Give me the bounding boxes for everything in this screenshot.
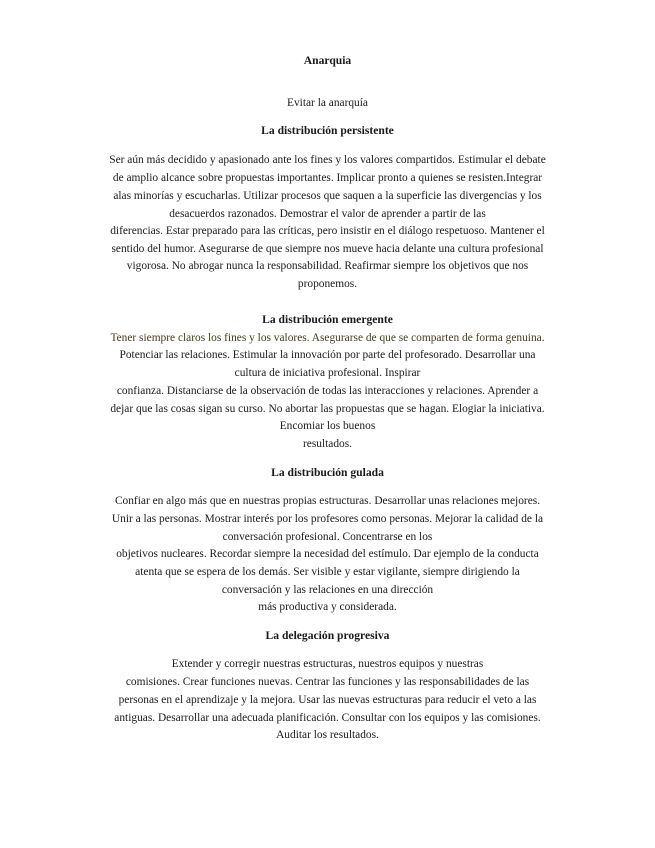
paragraph-line: más productiva y considerada. (258, 601, 397, 613)
paragraph-line: objetivos nucleares. Recordar siempre la necesidad del estímulo. Dar ejemplo de la conducta (116, 548, 539, 560)
paragraph-line: cultura de iniciativa profesional. Inspirar (234, 367, 421, 379)
paragraph-line: conversación profesional. Concentrarse en los (222, 531, 433, 543)
section-heading-persistente: La distribución persistente (261, 124, 394, 137)
paragraph-line: Ser aún más decidido y apasionado ante los fines y los valores compartidos. Estimular el debate (109, 154, 546, 166)
paragraph-line: conversación y las relaciones en una dirección (221, 584, 434, 596)
section-heading-delegacion: La delegación progresiva (265, 629, 390, 642)
paragraph-line: Extender y corregir nuestras estructuras, nuestros equipos y nuestras (171, 658, 484, 670)
paragraph-line: vigorosa. No abrogar nunca la responsabilidad. Reafirmar siempre los objetivos que nos (126, 260, 529, 272)
paragraph-line: Potenciar las relaciones. Estimular la innovación por parte del profesorado. Desarrollar una (119, 349, 536, 361)
paragraph-line: proponemos. (297, 278, 358, 290)
section-heading-gulada: La distribución gulada (271, 466, 384, 479)
paragraph-line: de amplio alcance sobre propuestas importantes. Implicar pronto a quienes se resisten.Integrar (112, 172, 543, 184)
section-heading-emergente: La distribución emergente (262, 313, 393, 326)
paragraph-line: desacuerdos razonados. Demostrar el valor de aprender a partir de las (169, 208, 486, 220)
paragraph-line: resultados. (302, 438, 353, 450)
paragraph-line: antiguas. Desarrollar una adecuada planificación. Consultar con los equipos y las comisiones. (114, 712, 541, 724)
paragraph-line: sentido del humor. Asegurarse de que siempre nos mueve hacia delante una cultura profesional (111, 243, 544, 255)
paragraph-line: Confiar en algo más que en nuestras propias estructuras. Desarrollar unas relaciones mejores. (114, 495, 541, 507)
document-title: Anarquia (303, 54, 352, 67)
paragraph-line: Unir a las personas. Mostrar interés por los profesores como personas. Mejorar la calidad de la (111, 513, 544, 525)
paragraph-line: comisiones. Crear funciones nuevas. Centrar las funciones y las responsabilidades de las (125, 676, 530, 688)
paragraph-line: diferencias. Estar preparado para las críticas, pero insistir en el diálogo respetuoso. Mantener el (110, 225, 545, 237)
paragraph-line: Encomiar los buenos (279, 420, 376, 432)
paragraph-line: personas en el aprendizaje y la mejora. Usar las nuevas estructuras para reducir el veto a las (118, 694, 537, 706)
paragraph-line: Tener siempre claros los fines y los valores. Asegurarse de que se comparten de forma genuina. (110, 332, 545, 344)
paragraph-line: Auditar los resultados. (276, 729, 379, 741)
document-subtitle: Evitar la anarquía (287, 97, 368, 109)
paragraph-line: alas minorías y escucharlas. Utilizar procesos que saquen a la superficie las divergencias y los (113, 190, 542, 202)
paragraph-line: atenta que se espera de los demás. Ser visible y estar vigilante, siempre dirigiendo la (135, 566, 520, 578)
paragraph-line: dejar que las cosas sigan su curso. No abortar las propuestas que se hagan. Elogiar la iniciativa. (110, 403, 545, 415)
paragraph-line: confianza. Distanciarse de la observación de todas las interacciones y relaciones. Aprender a (116, 385, 539, 397)
